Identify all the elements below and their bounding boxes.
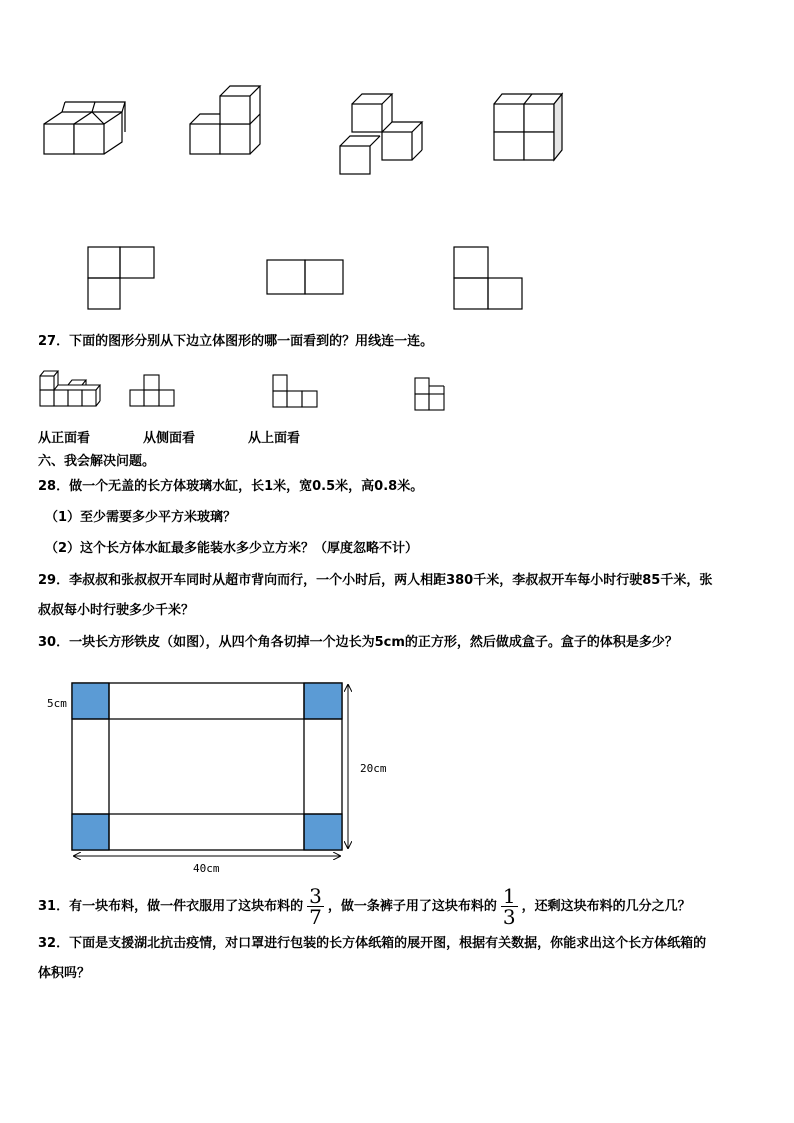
fraction-3-7 xyxy=(307,886,324,927)
corner-square-top-left xyxy=(72,683,109,719)
question-28-part-2: （2）这个长方体水缸最多能装水多少立方米？（厚度忽略不计） xyxy=(45,541,419,556)
fraction-1-3 xyxy=(501,886,518,927)
q30-sheet-figure xyxy=(70,680,360,870)
section-6-heading: 六、我会解决问题。 xyxy=(38,454,156,469)
solid-3-figure xyxy=(336,90,431,180)
question-27: 27．下面的图形分别从下边立体图形的哪一面看到的？用线连一连。 xyxy=(38,334,434,349)
view-b-figure xyxy=(265,258,347,298)
solid-4-figure xyxy=(490,90,570,162)
sheet-width-label: 40cm xyxy=(193,862,220,875)
corner-size-label: 5cm xyxy=(47,697,67,710)
q27-view-1-figure xyxy=(128,373,178,409)
question-29-line-2: 叔叔每小时行驶多少千米？ xyxy=(38,603,195,618)
view-c-figure xyxy=(452,245,526,311)
view-label-front: 从正面看 xyxy=(38,431,91,446)
question-30: 30．一块长方形铁皮（如图），从四个角各切掉一个边长为5cm的正方形，然后做成盒子。盒子的体积是多少？ xyxy=(38,635,678,650)
question-29-line-1: 29．李叔叔和张叔叔开车同时从超市背向而行，一个小时后，两人相距380千米，李叔叔开车每小时行驶85千米，张 xyxy=(38,573,713,588)
question-31-part-1: 31．有一块布料，做一件衣服用了这块布料的 xyxy=(38,899,304,914)
solid-2-figure xyxy=(186,82,266,157)
question-28: 28．做一个无盖的长方体玻璃水缸，长1米，宽0.5米，高0.8米。 xyxy=(38,479,424,494)
fraction-3-7-numerator: 3 xyxy=(309,884,322,908)
corner-square-bottom-left xyxy=(72,814,109,850)
fraction-1-3-denominator: 3 xyxy=(502,905,516,929)
question-31-part-3: ，还剩这块布料的几分之几？ xyxy=(521,899,691,914)
view-label-top: 从上面看 xyxy=(248,431,301,446)
sheet-height-label: 20cm xyxy=(360,762,387,775)
question-32-line-2: 体积吗？ xyxy=(38,966,91,981)
question-31 xyxy=(38,886,691,928)
fraction-1-3-numerator: 1 xyxy=(502,884,516,908)
view-label-side: 从侧面看 xyxy=(143,431,196,446)
fraction-3-7-denominator: 7 xyxy=(309,905,322,929)
question-31-part-2: ，做一条裤子用了这块布料的 xyxy=(327,899,497,914)
q27-view-2-figure xyxy=(271,373,321,411)
solid-1-figure xyxy=(40,98,130,158)
corner-square-bottom-right xyxy=(304,814,342,850)
view-a-figure xyxy=(86,245,158,311)
q27-solid-figure xyxy=(38,368,102,410)
question-28-part-1: （1）至少需要多少平方米玻璃？ xyxy=(45,510,237,525)
q27-view-3-figure xyxy=(413,376,449,414)
corner-square-top-right xyxy=(304,683,342,719)
question-32-line-1: 32．下面是支援湖北抗击疫情，对口罩进行包装的长方体纸箱的展开图，根据有关数据，你能求出这个长方体纸箱的 xyxy=(38,936,707,951)
